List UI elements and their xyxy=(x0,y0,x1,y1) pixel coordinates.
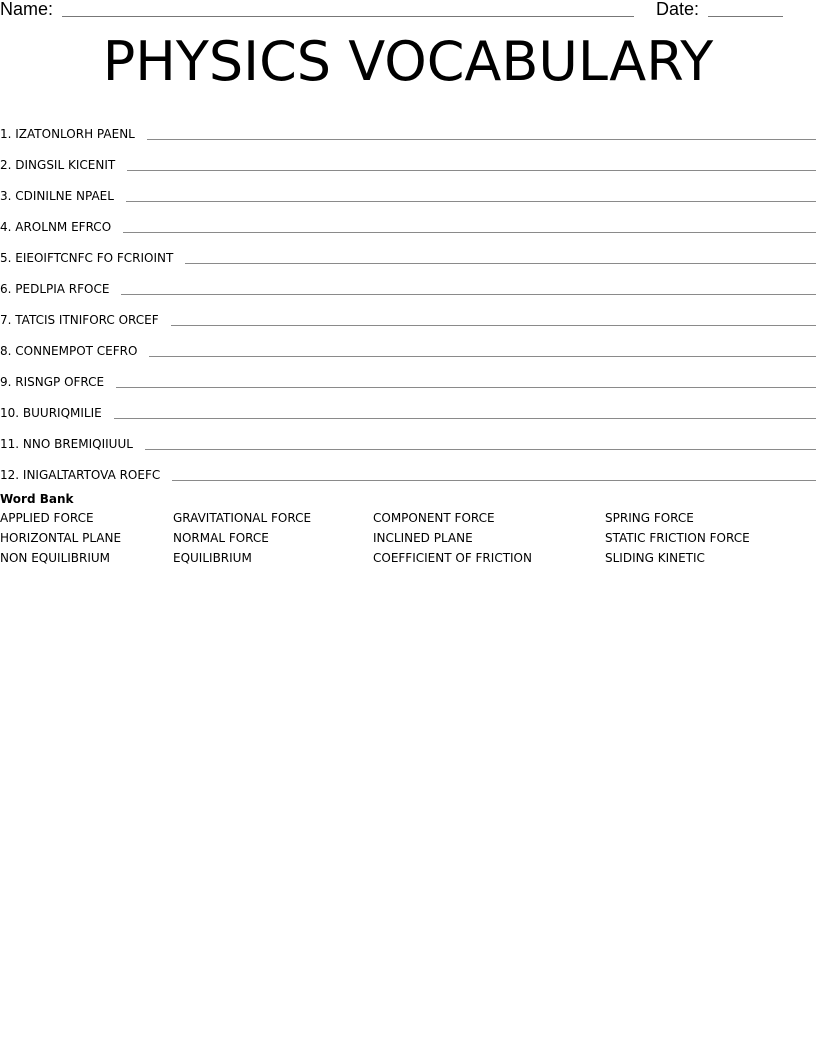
scrambled-word: 2. DINGSIL KICENIT xyxy=(0,158,116,172)
word-bank-term: NON EQUILIBRIUM xyxy=(0,551,111,565)
scrambled-word: 8. CONNEMPOT CEFRO xyxy=(0,344,138,358)
answer-line[interactable] xyxy=(149,356,816,357)
scrambled-word: 7. TATCIS ITNIFORC ORCEF xyxy=(0,313,159,327)
answer-line[interactable] xyxy=(185,263,816,264)
question-item xyxy=(0,360,816,391)
question-item xyxy=(0,143,816,174)
scrambled-word: 3. CDINILNE NPAEL xyxy=(0,189,114,203)
answer-line[interactable] xyxy=(127,170,816,171)
page-title: PHYSICS VOCABULARY xyxy=(102,30,714,93)
word-bank-term: COEFFICIENT OF FRICTION xyxy=(373,551,532,565)
word-bank-term: STATIC FRICTION FORCE xyxy=(605,531,750,545)
question-item xyxy=(0,112,816,143)
date-field-line[interactable] xyxy=(708,16,783,17)
word-bank-term: HORIZONTAL PLANE xyxy=(0,531,122,545)
answer-line[interactable] xyxy=(116,387,816,388)
question-item xyxy=(0,298,816,329)
name-label: Name: xyxy=(0,0,54,19)
question-item xyxy=(0,453,816,484)
scrambled-word: 4. AROLNM EFRCO xyxy=(0,220,112,234)
word-bank-row xyxy=(0,530,816,550)
answer-line[interactable] xyxy=(123,232,816,233)
word-bank-term: INCLINED PLANE xyxy=(373,531,473,545)
answer-line[interactable] xyxy=(121,294,816,295)
question-item xyxy=(0,329,816,360)
question-item xyxy=(0,205,816,236)
answer-line[interactable] xyxy=(172,480,816,481)
word-bank-term: EQUILIBRIUM xyxy=(173,551,252,565)
word-bank-row xyxy=(0,550,816,570)
answer-line[interactable] xyxy=(171,325,816,326)
word-bank-term: COMPONENT FORCE xyxy=(373,511,495,525)
answer-line[interactable] xyxy=(126,201,816,202)
question-item xyxy=(0,267,816,298)
word-bank-term: GRAVITATIONAL FORCE xyxy=(173,511,312,525)
word-bank-term: NORMAL FORCE xyxy=(173,531,269,545)
answer-line[interactable] xyxy=(114,418,816,419)
scrambled-word: 12. INIGALTARTOVA ROEFC xyxy=(0,468,161,482)
question-item xyxy=(0,391,816,422)
word-bank-term: APPLIED FORCE xyxy=(0,511,94,525)
word-bank-term: SPRING FORCE xyxy=(605,511,694,525)
answer-line[interactable] xyxy=(145,449,816,450)
answer-line[interactable] xyxy=(147,139,816,140)
question-item xyxy=(0,422,816,453)
scrambled-word: 5. EIEOIFTCNFC FO FCRIOINT xyxy=(0,251,174,265)
scrambled-word: 9. RISNGP OFRCE xyxy=(0,375,105,389)
name-field-line[interactable] xyxy=(62,16,634,17)
scrambled-word: 10. BUURIQMILIE xyxy=(0,406,102,420)
scrambled-word: 11. NNO BREMIQIIUUL xyxy=(0,437,133,451)
question-list xyxy=(0,112,816,484)
word-bank xyxy=(0,491,816,570)
worksheet-header xyxy=(0,0,816,22)
word-bank-term: SLIDING KINETIC xyxy=(605,551,705,565)
word-bank-title: Word Bank xyxy=(0,492,74,506)
word-bank-row xyxy=(0,510,816,530)
question-item xyxy=(0,174,816,205)
question-item xyxy=(0,236,816,267)
scrambled-word: 6. PEDLPIA RFOCE xyxy=(0,282,110,296)
scrambled-word: 1. IZATONLORH PAENL xyxy=(0,127,135,141)
date-label: Date: xyxy=(656,0,700,19)
